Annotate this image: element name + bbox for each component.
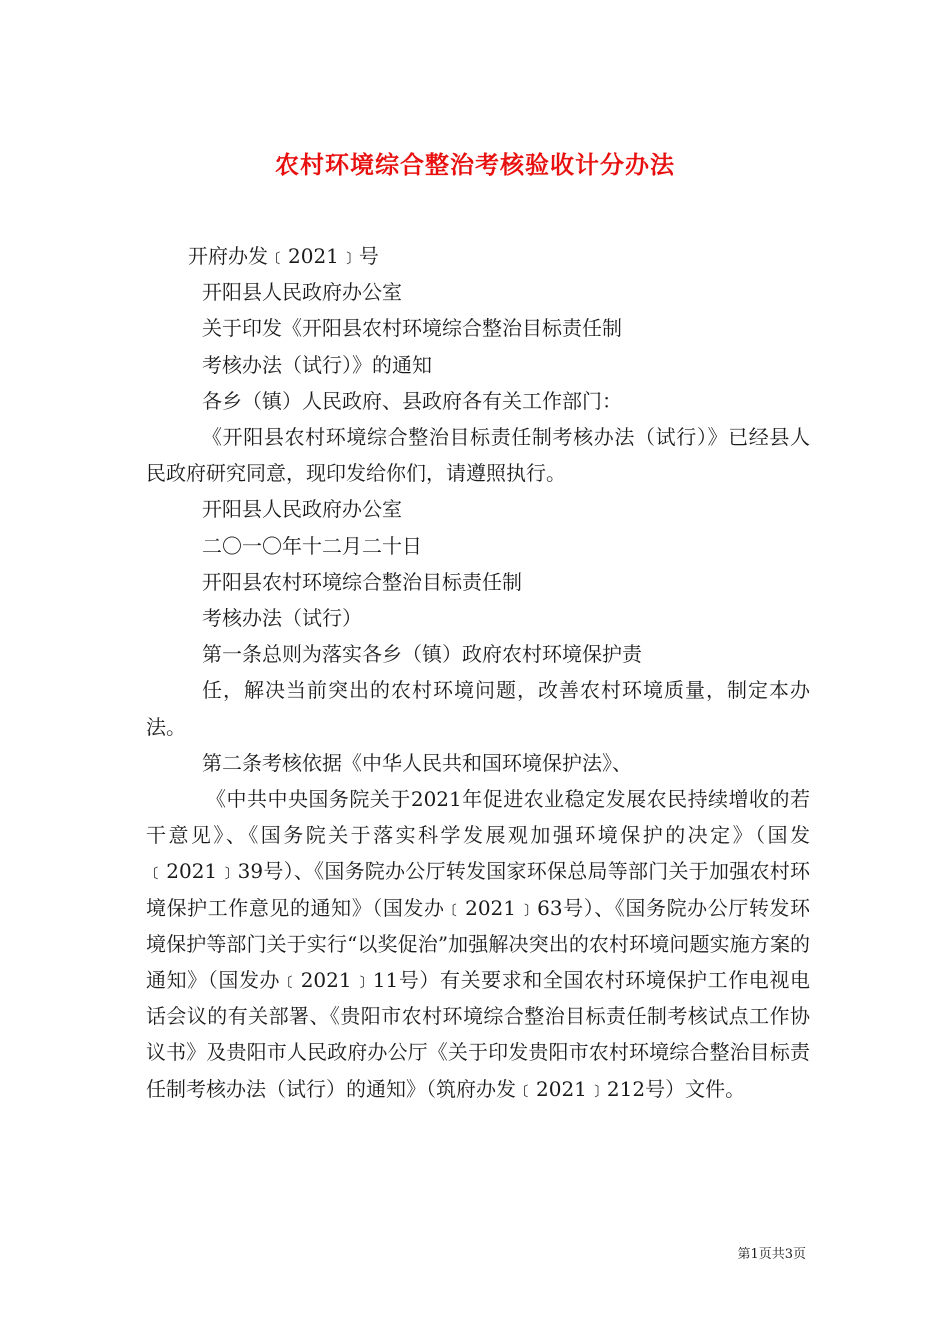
paragraph-article-2: 第二条考核依据《中华人民共和国环境保护法》、 xyxy=(202,750,632,775)
paragraph-article-1: 第一条总则为落实各乡（镇）政府农村环境保护责 xyxy=(202,642,642,667)
paragraph-recipients: 各乡（镇）人民政府、县政府各有关工作部门： xyxy=(202,388,622,413)
document-title: 农村环境综合整治考核验收计分办法 xyxy=(275,150,675,180)
paragraph-article-2-basis: 《中共中央国务院关于2021年促进农业稳定发展农民持续增收的若干意见》、《国务院关于落实科学发展观加强环境保护的决定》（国发﹝2021﹞39号）、《国务院办公厅转发国家环保总局等部门关于加强农村环境保护工作意见的通知》（国发办﹝2021﹞63号）、《国务院办公厅转发环境保护等部门关于实行“以奖促治”加强解决突出的农村环境问题实施方案的通知》（国发办﹝2021﹞11号）有关要求和全国农村环境保护工作电视电话会议的有关部署、《贵阳市农村环境综合整治目标责任制考核试点工作协议书》及贵阳市人民政府办公厅《关于印发贵阳市农村环境综合整治目标责任制考核办法（试行）的通知》（筑府办发﹝2021﹞212号）文件。 xyxy=(146,787,810,1101)
paragraph-issuer: 开阳县人民政府办公室 xyxy=(202,280,402,305)
paragraph-measures-title-2: 考核办法（试行） xyxy=(202,606,362,631)
document-body xyxy=(146,238,810,1107)
paragraph-notice-title-2: 考核办法（试行）》的通知 xyxy=(202,352,432,377)
page-footer: 第1页共3页 xyxy=(737,1247,806,1262)
paragraph-date: 二〇一〇年十二月二十日 xyxy=(202,533,422,558)
paragraph-signature: 开阳县人民政府办公室 xyxy=(202,497,402,522)
paragraph-notice-title-1: 关于印发《开阳县农村环境综合整治目标责任制 xyxy=(202,316,622,341)
paragraph-article-1-cont: 任，解决当前突出的农村环境问题，改善农村环境质量，制定本办法。 xyxy=(146,678,810,739)
paragraph-measures-title-1: 开阳县农村环境综合整治目标责任制 xyxy=(202,569,522,594)
paragraph-notice-body: 《开阳县农村环境综合整治目标责任制考核办法（试行）》已经县人民政府研究同意，现印发给你们，请遵照执行。 xyxy=(146,425,810,486)
paragraph-doc-number: 开府办发﹝2021﹞号 xyxy=(188,244,379,268)
